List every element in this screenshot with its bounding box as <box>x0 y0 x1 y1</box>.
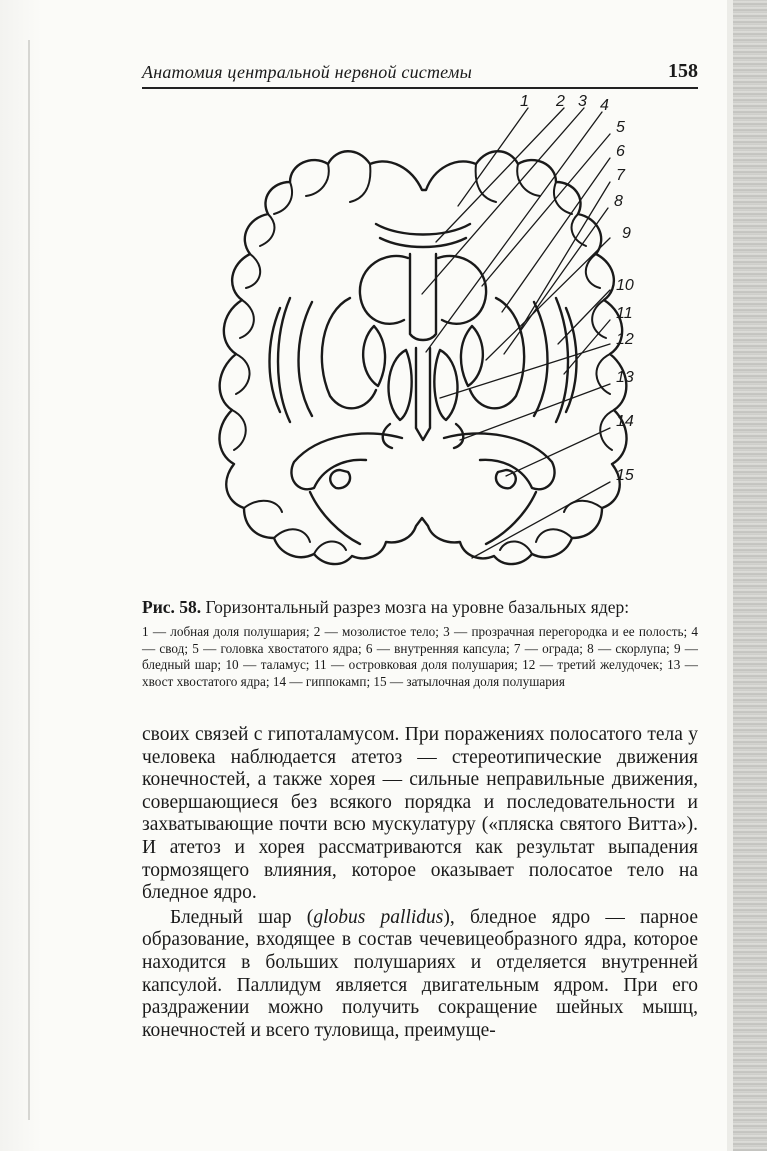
callout-11: 11 <box>616 305 633 322</box>
right-hippocampus <box>444 433 555 544</box>
corpus-callosum-shape <box>376 224 470 247</box>
body-text <box>142 724 698 1042</box>
brain-section-figure <box>190 93 660 588</box>
paragraph-2-rest: ), бледное ядро — парное образование, входящее в состав чечевицеобразного ядра, которое находится в больших полушариях и отделяется внутренней капсулой. Паллидум является двигательным ядром. При его раздражении можно получить сокращение шейных мышц, конечностей и всего туловища, преимуще- <box>142 906 698 1041</box>
callout-8: 8 <box>614 193 623 210</box>
left-globus-pallidus <box>363 326 385 386</box>
callout-5: 5 <box>616 119 625 136</box>
callout-14: 14 <box>616 413 634 430</box>
callout-6: 6 <box>616 143 625 160</box>
leader-lines <box>422 108 610 558</box>
septum-shape <box>410 254 436 340</box>
paragraph-2 <box>142 907 698 1043</box>
callout-2: 2 <box>556 93 565 110</box>
callout-9: 9 <box>622 225 631 242</box>
right-claustrum <box>534 302 548 416</box>
right-caudate-head <box>438 256 486 324</box>
third-ventricle <box>416 348 430 440</box>
callout-3: 3 <box>578 93 587 110</box>
header-rule <box>142 87 698 89</box>
right-thalamus <box>434 350 457 420</box>
left-thalamus <box>389 350 412 420</box>
left-insula <box>270 298 291 422</box>
paragraph-2-start: Бледный шар ( <box>170 906 314 928</box>
left-hippocampus <box>291 433 402 544</box>
caption-title <box>142 596 698 618</box>
figure-caption <box>142 596 698 690</box>
callout-4: 4 <box>600 97 609 114</box>
callout-7: 7 <box>616 167 625 184</box>
left-caudate-head <box>360 256 408 324</box>
left-claustrum <box>299 302 313 416</box>
brain-section-drawing <box>190 98 660 588</box>
figure-label: Рис. 58. <box>142 597 202 617</box>
page-header <box>142 60 698 90</box>
callout-10: 10 <box>616 277 634 294</box>
caption-title-text: Горизонтальный разрез мозга на уровне базальных ядер: <box>205 597 630 617</box>
caption-legend: 1 — лобная доля полушария; 2 — мозолистое тело; 3 — прозрачная перегородка и ее полость; 4 — свод; 5 — головка хвостатого ядра; 6 — внутренняя капсула; 7 — ограда; 8 — скорлупа; 9 — бледный шар; 10 — таламус; 11 — островковая доля полушария; 12 — третий желудочек; 13 — хвост хвостатого ядра; 14 — гиппокамп; 15 — затылочная доля полушария <box>142 624 698 689</box>
paragraph-1: своих связей с гипоталамусом. При поражениях полосатого тела у человека наблюдается атетоз — стереотипические движения конечностей, а также хорея — сильные неправильные движения, совершающиеся без всякого порядка и последовательности и захватывающие почти всю мускулатуру («пляска святого Витта»). И атетоз и хорея рассматриваются как результат выпадения тормозящего влияния, которое оказывает полосатое тело на бледное ядро. <box>142 724 698 904</box>
page-number: 158 <box>668 60 698 82</box>
scan-left-margin <box>0 0 42 1151</box>
scan-right-edge <box>733 0 767 1151</box>
latin-term: globus pallidus <box>313 906 444 928</box>
right-globus-pallidus <box>461 326 483 386</box>
callout-1: 1 <box>520 93 529 110</box>
callout-12: 12 <box>616 331 634 348</box>
callout-15: 15 <box>616 467 634 484</box>
running-title: Анатомия центральной нервной системы <box>142 62 472 82</box>
callout-13: 13 <box>616 369 634 386</box>
